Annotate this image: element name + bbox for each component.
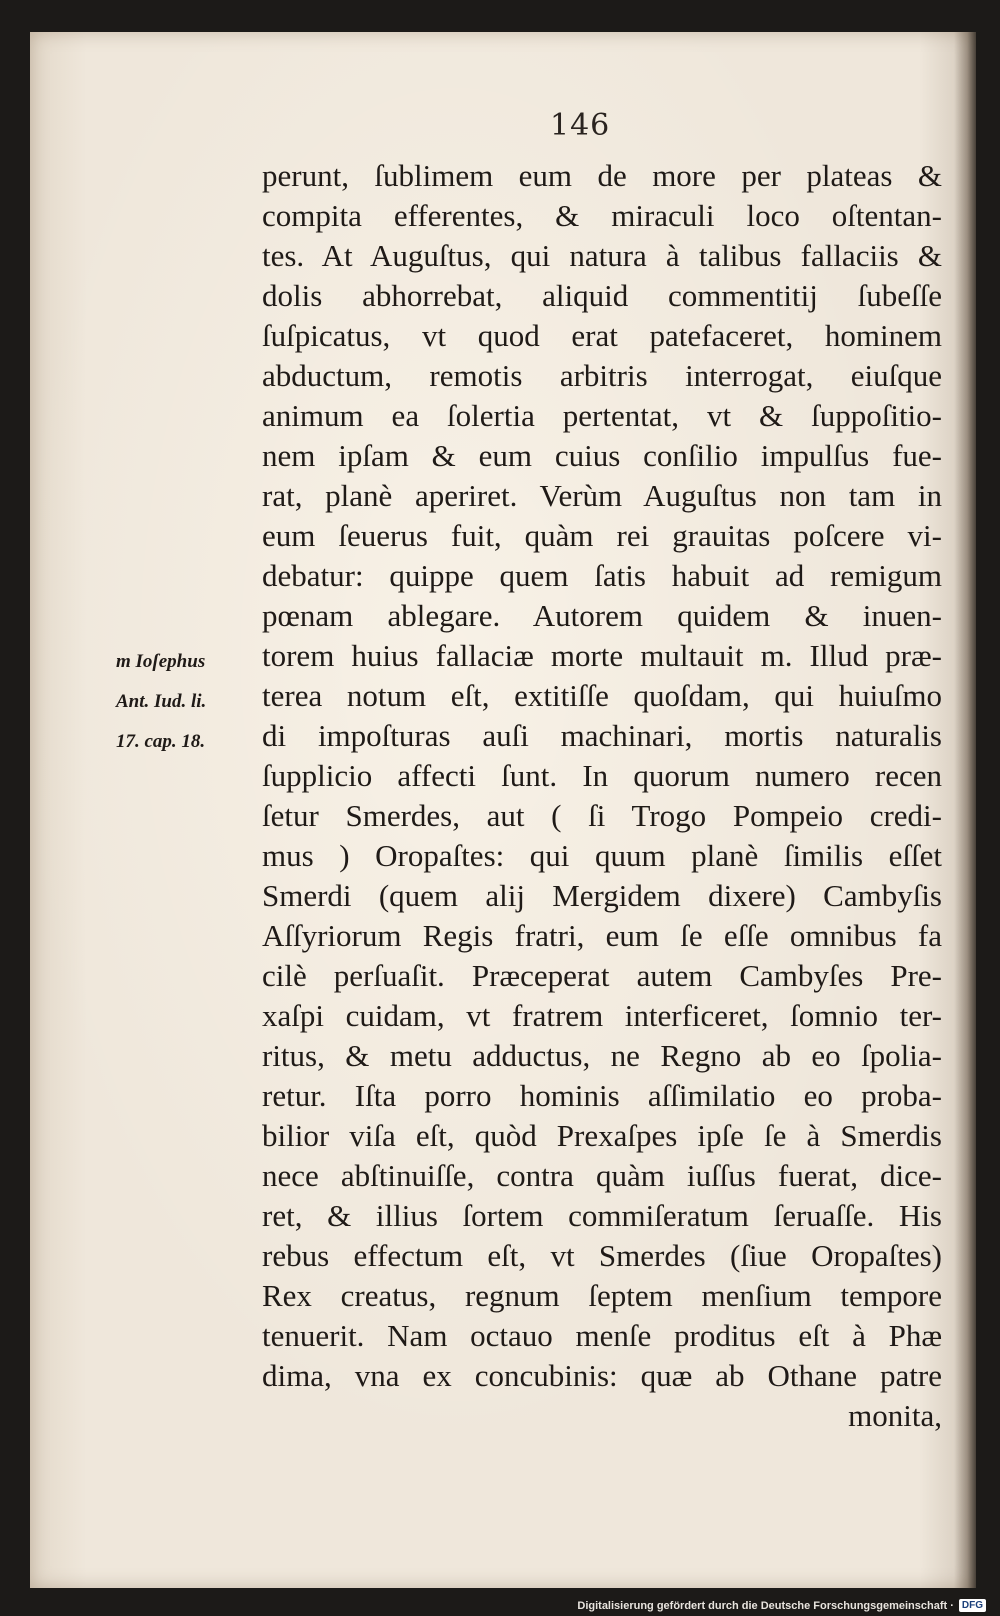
text-line: nem ipſam & eum cuius conſilio impulſus fue- — [262, 438, 942, 473]
margin-note — [116, 642, 266, 762]
text-line: ritus, & metu adductus, ne Regno ab eo ſpolia- — [262, 1038, 942, 1073]
page-number: 146 — [550, 108, 611, 143]
text-line: dima, vna ex concubinis: quæ ab Othane patre — [262, 1358, 942, 1393]
text-line: Rex creatus, regnum ſeptem menſium tempore — [262, 1278, 942, 1313]
catchword: monita, — [848, 1398, 942, 1433]
text-line: Smerdi (quem alij Mergidem dixere) Cambyſis — [262, 878, 942, 913]
book-page — [30, 32, 976, 1588]
text-line: tenuerit. Nam octauo menſe proditus eſt à Phæ — [262, 1318, 942, 1353]
text-line: ſetur Smerdes, aut ( ſi Trogo Pompeio credi- — [262, 798, 942, 833]
funding-credit-text: Digitalisierung gefördert durch die Deutsche Forschungsgemeinschaft · — [577, 1599, 954, 1612]
text-line: mus ) Oropaſtes: qui quum planè ſimilis eſſet — [262, 838, 942, 873]
text-line: di impoſturas auſi machinari, mortis naturalis — [262, 718, 942, 753]
text-line: ſupplicio affecti ſunt. In quorum numero recen — [262, 758, 942, 793]
text-line: animum ea ſolertia pertentat, vt & ſuppoſitio- — [262, 398, 942, 433]
margin-note-line: Ant. Iud. li. — [116, 691, 207, 712]
text-line: rat, planè aperiret. Verùm Auguſtus non tam in — [262, 478, 942, 513]
text-line: perunt, ſublimem eum de more per plateas & — [262, 158, 942, 193]
body-text — [262, 156, 942, 1436]
margin-note-line: m Ioſephus — [116, 651, 206, 672]
text-line: bilior viſa eſt, quòd Prexaſpes ipſe ſe à Smerdis — [262, 1118, 942, 1153]
footer-credit — [577, 1599, 986, 1612]
text-line: debatur: quippe quem ſatis habuit ad remigum — [262, 558, 942, 593]
dfg-logo-icon: DFG — [959, 1599, 986, 1612]
margin-note-line: 17. cap. 18. — [116, 731, 206, 752]
text-line: eum ſeuerus fuit, quàm rei grauitas poſcere vi- — [262, 518, 942, 553]
text-line: terea notum eſt, extitiſſe quoſdam, qui huiuſmo — [262, 678, 942, 713]
text-line: xaſpi cuidam, vt fratrem interficeret, ſomnio ter- — [262, 998, 942, 1033]
text-line: retur. Iſta porro hominis aſſimilatio eo proba- — [262, 1078, 942, 1113]
text-line: pœnam ablegare. Autorem quidem & inuen- — [262, 598, 942, 633]
text-line: ſuſpicatus, vt quod erat patefaceret, hominem — [262, 318, 942, 353]
text-line: torem huius fallaciæ morte multauit m. Illud præ- — [262, 638, 942, 673]
text-line: nece abſtinuiſſe, contra quàm iuſſus fuerat, dice- — [262, 1158, 942, 1193]
text-line: abductum, remotis arbitris interrogat, eiuſque — [262, 358, 942, 393]
text-line: rebus effectum eſt, vt Smerdes (ſiue Oropaſtes) — [262, 1238, 942, 1273]
text-line: dolis abhorrebat, aliquid commentitij ſubeſſe — [262, 278, 942, 313]
page-gutter-shadow — [954, 32, 976, 1588]
text-line: cilè perſuaſit. Præceperat autem Cambyſes Pre- — [262, 958, 942, 993]
text-line: Aſſyriorum Regis fratri, eum ſe eſſe omnibus fa — [262, 918, 942, 953]
text-line: tes. At Auguſtus, qui natura à talibus fallaciis & — [262, 238, 942, 273]
text-line: compita efferentes, & miraculi loco oſtentan- — [262, 198, 942, 233]
text-line: ret, & illius ſortem commiſeratum ſeruaſſe. His — [262, 1198, 942, 1233]
